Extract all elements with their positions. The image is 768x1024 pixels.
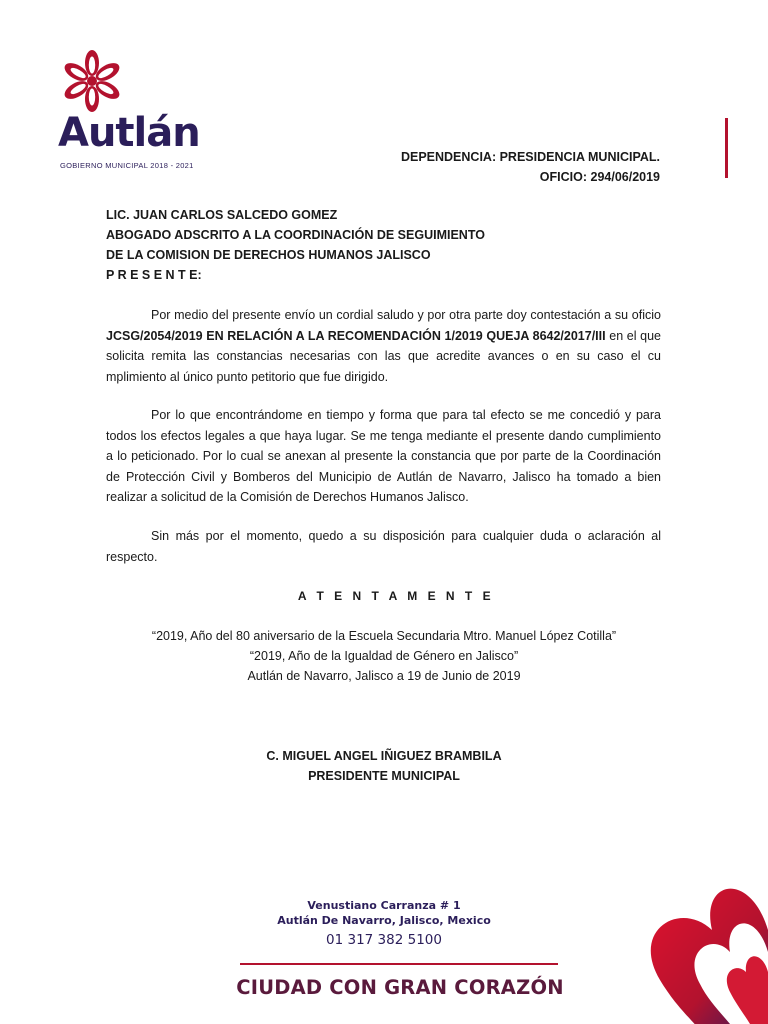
paragraph-3 <box>106 526 661 567</box>
paragraph-1-text-a: Por medio del presente envío un cordial saludo y por otra parte doy contestación a su oficio <box>151 308 661 322</box>
heart-icon <box>620 860 768 1024</box>
year-motto-2: “2019, Año de la Igualdad de Género en Jalisco” <box>249 649 519 663</box>
paragraph-2 <box>106 405 661 508</box>
header-accent-bar <box>725 118 728 178</box>
footer-divider <box>240 963 558 965</box>
city-slogan: CIUDAD CON GRAN CORAZÓN <box>236 976 564 999</box>
municipal-logo <box>56 48 226 178</box>
logo-subtitle: GOBIERNO MUNICIPAL 2018 - 2021 <box>60 161 194 170</box>
paragraph-3-text: Sin más por el momento, quedo a su disposición para cualquier duda o aclaración al respecto. <box>106 529 661 564</box>
atentamente-label: A T E N T A M E N T E <box>297 589 495 603</box>
paragraph-1-text-b: en el que solicita remita las constancias necesarias con las que acredite avances o en su caso el cu mplimiento al único punto petitorio que fue dirigido. <box>106 328 661 384</box>
footer-city: Autlán De Navarro, Jalisco, Mexico <box>277 914 491 927</box>
oficio-number: OFICIO: 294/06/2019 <box>539 170 660 184</box>
addressee-name: LIC. JUAN CARLOS SALCEDO GOMEZ <box>106 208 338 222</box>
signatory-title: PRESIDENTE MUNICIPAL <box>308 769 460 783</box>
addressee-institution: DE LA COMISION DE DERECHOS HUMANOS JALISCO <box>106 248 431 262</box>
presente-label: P R E S E N T E: <box>106 268 202 282</box>
flower-emblem-icon <box>62 48 122 114</box>
dependencia-line: DEPENDENCIA: PRESIDENCIA MUNICIPAL. <box>400 150 660 164</box>
logo-wordmark: Autlán <box>58 110 200 156</box>
place-date: Autlán de Navarro, Jalisco a 19 de Junio de 2019 <box>247 669 521 683</box>
year-motto-1: “2019, Año del 80 aniversario de la Escuela Secundaria Mtro. Manuel López Cotilla” <box>151 629 617 643</box>
addressee-position: ABOGADO ADSCRITO A LA COORDINACIÓN DE SEGUIMIENTO <box>106 228 485 242</box>
paragraph-2-text: Por lo que encontrándome en tiempo y forma que para tal efecto se me concedió y para todos los efectos legales a que haya lugar. Se me tenga mediante el presente dando cumplimiento a lo peticionado. Por lo cual se anexan al presente la constancia que por parte de la Coordinación de Protección Civil y Bomberos del Municipio de Autlán de Navarro, Jalisco ha tomado a bien realizar a solicitud de la Comisión de Derechos Humanos Jalisco. <box>106 408 661 504</box>
oficio-reference: JCSG/2054/2019 EN RELACIÓN A LA RECOMENDACIÓN 1/2019 QUEJA 8642/2017/III <box>106 328 606 343</box>
signatory-name: C. MIGUEL ANGEL IÑIGUEZ BRAMBILA <box>266 749 502 763</box>
footer-phone: 01 317 382 5100 <box>326 932 442 948</box>
footer-street: Venustiano Carranza # 1 <box>307 899 461 912</box>
paragraph-1 <box>106 305 661 387</box>
addressee-block <box>106 205 485 285</box>
